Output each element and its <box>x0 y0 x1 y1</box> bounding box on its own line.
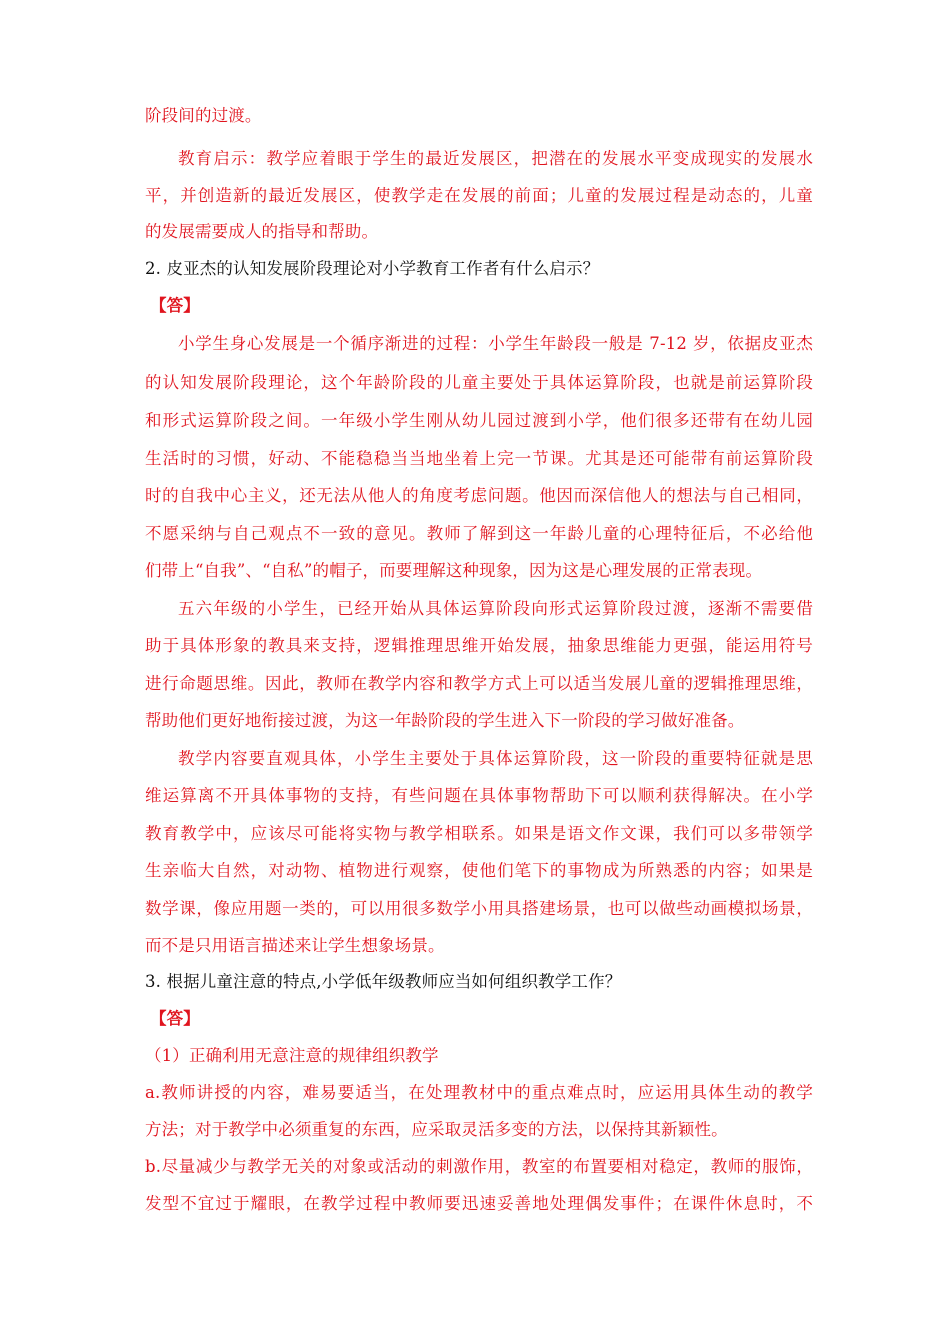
answer-label: 【答】 <box>150 1009 200 1028</box>
text-line: 和形式运算阶段之间。一年级小学生刚从幼儿园过渡到小学，他们很多还带有在幼儿园 <box>145 411 813 430</box>
text-line: 发型不宜过于耀眼，在教学过程中教师要迅速妥善地处理偶发事件；在课件休息时，不 <box>145 1194 813 1213</box>
text-line: 不愿采纳与自己观点不一致的意见。教师了解到这一年龄儿童的心理特征后，不必给他 <box>145 524 813 543</box>
text-line: 们带上“自我”、“自私”的帽子，而要理解这种现象，因为这是心理发展的正常表现。 <box>145 561 763 580</box>
text-line: 助于具体形象的教具来支持，逻辑推理思维开始发展，抽象思维能力更强，能运用符号 <box>145 636 813 655</box>
text-line: 而不是只用语言描述来让学生想象场景。 <box>145 936 445 955</box>
text-line: 教育启示：教学应着眼于学生的最近发展区，把潜在的发展水平变成现实的发展水 <box>178 149 813 168</box>
text-line: b.尽量减少与教学无关的对象或活动的刺激作用，教室的布置要相对稳定，教师的服饰， <box>145 1157 813 1176</box>
text-line: 阶段间的过渡。 <box>145 106 262 125</box>
question-heading: 3. 根据儿童注意的特点,小学低年级教师应当如何组织教学工作？ <box>145 972 622 991</box>
answer-label: 【答】 <box>150 296 200 315</box>
text-line: 维运算离不开具体事物的支持，有些问题在具体事物帮助下可以顺利获得解决。在小学 <box>145 786 813 805</box>
text-line: 帮助他们更好地衔接过渡，为这一年龄阶段的学生进入下一阶段的学习做好准备。 <box>145 711 745 730</box>
text-line: 教学内容要直观具体，小学生主要处于具体运算阶段，这一阶段的重要特征就是思 <box>178 749 813 768</box>
question-heading: 2. 皮亚杰的认知发展阶段理论对小学教育工作者有什么启示？ <box>145 259 600 278</box>
text-line: 生亲临大自然，对动物、植物进行观察，使他们笔下的事物成为所熟悉的内容；如果是 <box>145 861 813 880</box>
text-line: 生活时的习惯，好动、不能稳稳当当地坐着上完一节课。尤其是还可能带有前运算阶段 <box>145 449 813 468</box>
text-line: 五六年级的小学生，已经开始从具体运算阶段向形式运算阶段过渡，逐渐不需要借 <box>178 599 813 618</box>
text-line: 时的自我中心主义，还无法从他人的角度考虑问题。他因而深信他人的想法与自己相同， <box>145 486 813 505</box>
text-line: 平，并创造新的最近发展区，使教学走在发展的前面；儿童的发展过程是动态的，儿童 <box>145 186 813 205</box>
text-line: 的认知发展阶段理论，这个年龄阶段的儿童主要处于具体运算阶段，也就是前运算阶段 <box>145 373 813 392</box>
text-line: 教育教学中，应该尽可能将实物与教学相联系。如果是语文作文课，我们可以多带领学 <box>145 824 813 843</box>
text-line: 数学课，像应用题一类的，可以用很多数学小用具搭建场景，也可以做些动画模拟场景， <box>145 899 813 918</box>
text-line: 小学生身心发展是一个循序渐进的过程：小学生年龄段一般是 7-12 岁，依据皮亚杰 <box>178 334 813 353</box>
text-line: 的发展需要成人的指导和帮助。 <box>145 222 379 241</box>
text-line: a.教师讲授的内容，难易要适当，在处理教材中的重点难点时，应运用具体生动的教学 <box>145 1083 813 1102</box>
text-line: 进行命题思维。因此，教师在教学内容和教学方式上可以适当发展儿童的逻辑推理思维， <box>145 674 813 693</box>
text-line: 方法；对于教学中必须重复的东西，应采取灵活多变的方法，以保持其新颖性。 <box>145 1120 728 1139</box>
subheading: （1）正确利用无意注意的规律组织教学 <box>145 1046 439 1065</box>
